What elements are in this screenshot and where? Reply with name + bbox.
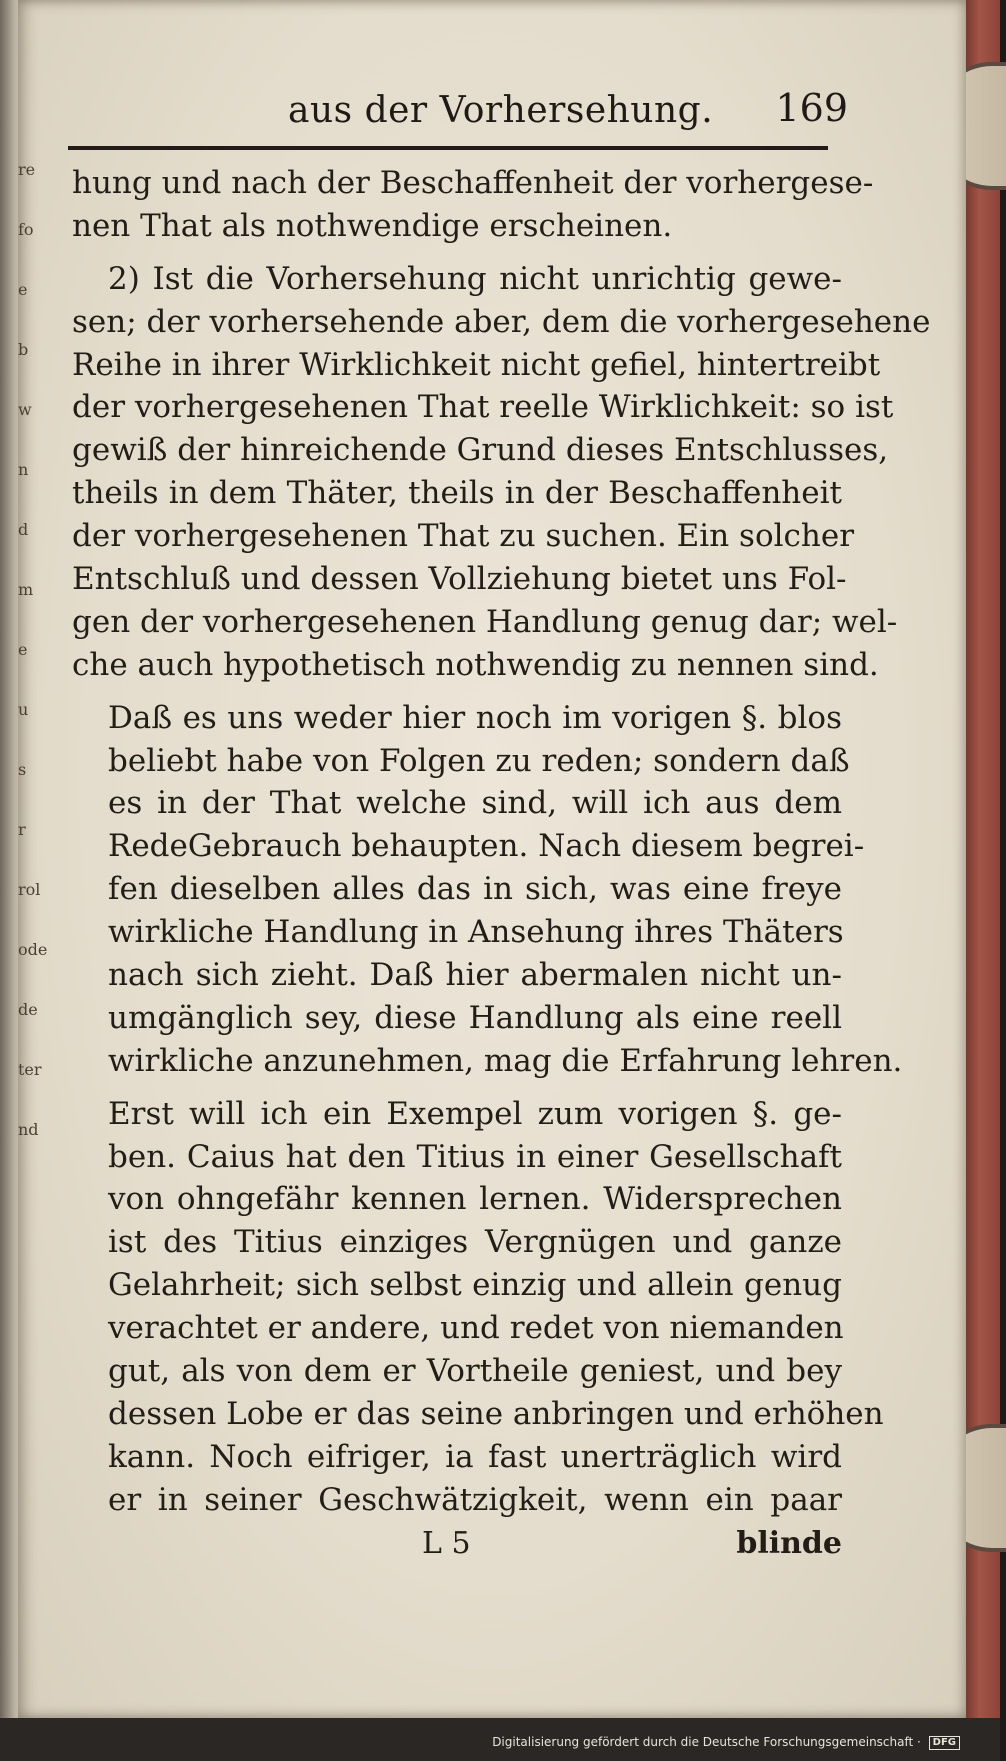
text-line: von ohngefähr kennen lernen. Widersprechen — [108, 1181, 842, 1218]
margin-fragment: w — [18, 400, 32, 419]
page-number: 169 — [775, 86, 848, 130]
margin-fragment: ter — [18, 1060, 42, 1079]
text-line: gen der vorhergesehenen Handlung genug dar; wel- — [72, 603, 898, 640]
paragraph-gap — [72, 1083, 842, 1093]
margin-fragment: e — [18, 280, 28, 299]
text-line: fen dieselben alles das in sich, was eine freye — [108, 871, 842, 908]
text-line: umgänglich sey, diese Handlung als eine reell — [108, 999, 842, 1036]
body-text — [72, 162, 931, 1522]
margin-fragment: s — [18, 760, 27, 779]
margin-fragment: u — [18, 700, 29, 719]
margin-fragment: ode — [18, 940, 48, 959]
text-line: dessen Lobe er das seine anbringen und erhöhen — [108, 1395, 884, 1432]
text-line: theils in dem Thäter, theils in der Beschaffenheit — [72, 475, 842, 512]
text-line: kann. Noch eifriger, ia fast unerträglich wird — [108, 1438, 842, 1475]
text-line: verachtet er andere, und redet von niemanden — [108, 1310, 844, 1347]
text-line: nen That als nothwendige erscheinen. — [72, 207, 673, 244]
digitization-credit-bar — [0, 1718, 1000, 1761]
text-line: sen; der vorhersehende aber, dem die vorhergesehene — [72, 303, 931, 340]
margin-fragment: re — [18, 160, 36, 179]
credit-text-container — [492, 1735, 960, 1750]
book-page — [18, 0, 966, 1718]
text-line: ben. Caius hat den Titius in einer Gesellschaft — [108, 1138, 842, 1175]
margin-fragment: r — [18, 820, 26, 839]
text-line: Entschluß und dessen Vollziehung bietet uns Fol- — [72, 561, 847, 598]
text-line: gewiß der hinreichende Grund dieses Entschlusses, — [72, 432, 889, 469]
credit-text: Digitalisierung gefördert durch die Deutsche Forschungsgemeinschaft · — [492, 1735, 921, 1749]
catchword: blinde — [736, 1526, 842, 1561]
signature-mark: L 5 — [422, 1526, 471, 1561]
text-line: es in der That welche sind, will ich aus dem — [108, 785, 842, 822]
text-line: Daß es uns weder hier noch im vorigen §. blos — [108, 699, 842, 736]
dfg-logo: DFG — [929, 1736, 960, 1750]
margin-fragment: e — [18, 640, 28, 659]
text-line: der vorhergesehenen That reelle Wirklichkeit: so ist — [72, 389, 894, 426]
margin-fragment: d — [18, 520, 29, 539]
text-line: er in seiner Geschwätzigkeit, wenn ein paar — [108, 1481, 842, 1518]
text-line: Erst will ich ein Exempel zum vorigen §. ge- — [108, 1095, 842, 1132]
margin-fragment: b — [18, 340, 29, 359]
text-line: wirkliche anzunehmen, mag die Erfahrung lehren. — [108, 1042, 903, 1079]
paragraph-gap — [72, 687, 842, 697]
margin-fragment: rol — [18, 880, 41, 899]
header-rule — [68, 146, 828, 150]
text-line: nach sich zieht. Daß hier abermalen nicht un- — [108, 957, 842, 994]
text-line: gut, als von dem er Vortheile geniest, und bey — [108, 1353, 842, 1390]
paragraph-gap — [72, 248, 842, 258]
margin-fragment: fo — [18, 220, 34, 239]
text-line: RedeGebrauch behaupten. Nach diesem begrei- — [108, 828, 865, 865]
text-line: che auch hypothetisch nothwendig zu nennen sind. — [72, 646, 879, 683]
text-line: der vorhergesehenen That zu suchen. Ein solcher — [72, 518, 855, 555]
text-line: 2) Ist die Vorhersehung nicht unrichtig gewe- — [108, 260, 842, 297]
margin-fragment: m — [18, 580, 34, 599]
text-line: beliebt habe von Folgen zu reden; sondern daß — [108, 742, 850, 779]
margin-fragment: de — [18, 1000, 38, 1019]
page-footer — [72, 1526, 842, 1566]
text-line: Gelahrheit; sich selbst einzig und allein genug — [108, 1267, 842, 1304]
margin-fragment: n — [18, 460, 29, 479]
margin-fragment: nd — [18, 1120, 39, 1139]
text-line: hung und nach der Beschaffenheit der vorhergese- — [72, 165, 874, 201]
text-line: ist des Titius einziges Vergnügen und ganze — [108, 1224, 842, 1261]
page-header — [68, 82, 848, 142]
running-title: aus der Vorhersehung. — [288, 90, 714, 131]
text-line: wirkliche Handlung in Ansehung ihres Thäters — [108, 914, 844, 951]
text-line: Reihe in ihrer Wirklichkeit nicht gefiel, hintertreibt — [72, 346, 881, 383]
previous-page-margin-fragments — [18, 140, 48, 1160]
